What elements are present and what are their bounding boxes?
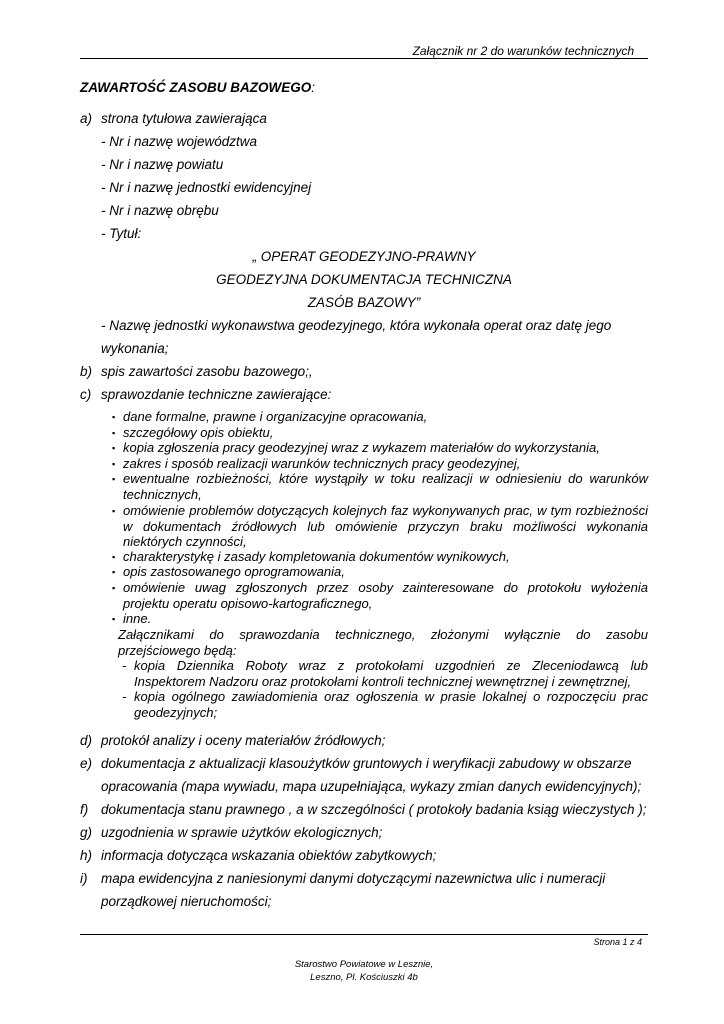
item-c-marker: c)	[80, 387, 92, 402]
report-bullet: ▪ omówienie uwag zgłoszonych przez osoby zainteresowane do protokołu wyłożenia projektu operatu opisowo-kartograficznego,	[112, 580, 648, 611]
square-bullet-icon: ▪	[112, 552, 116, 562]
attachment-item: - kopia Dziennika Roboty wraz z protokołami uzgodnień ze Zleceniodawcą lub Inspektorem Nadzoru oraz protokołami kontroli technicznej wewnętrznej i zewnętrznej,	[122, 658, 648, 689]
item-a-sub: - Nr i nazwę obrębu	[101, 203, 219, 218]
document-title: ZAWARTOŚĆ ZASOBU BAZOWEGO:	[80, 80, 316, 95]
item-e-marker: e)	[80, 756, 93, 771]
report-bullet: ▪ kopia zgłoszenia pracy geodezyjnej wraz z wykazem materiałów do wykorzystania,	[112, 440, 600, 455]
contractor-line: wykonania;	[101, 341, 169, 356]
report-bullet: ▪ opis zastosowanego oprogramowania,	[112, 564, 345, 579]
attachment-item: - kopia ogólnego zawiadomienia oraz ogłoszenia w prasie lokalnej o rozpoczęciu prac geodezyjnych;	[122, 689, 648, 720]
footer-rule	[80, 934, 648, 935]
header-rule	[80, 58, 648, 59]
report-bullet: ▪ omówienie problemów dotyczących kolejnych faz wykonywanych prac, w tym rozbieżności w dokumentach źródłowych lub omówienie przyczyn braku możliwości wykonania niektórych czynności,	[112, 503, 648, 549]
report-bullet: ▪ dane formalne, prawne i organizacyjne opracowania,	[112, 409, 428, 424]
item-a-sub: - Nr i nazwę powiatu	[101, 157, 224, 172]
square-bullet-icon: ▪	[112, 428, 116, 438]
item-c-text: sprawozdanie techniczne zawierające:	[101, 387, 332, 402]
item-i-marker: i)	[80, 871, 88, 886]
item-e-text: opracowania (mapa wywiadu, mapa uzupełniająca, wykazy zmian danych ewidencyjnych);	[101, 779, 642, 794]
operat-title-line: „ OPERAT GEODEZYJNO-PRAWNY	[252, 249, 476, 264]
square-bullet-icon: ▪	[112, 443, 116, 453]
square-bullet-icon: ▪	[112, 412, 116, 422]
footer-address: Leszno, Pl. Kościuszki 4b	[310, 972, 418, 983]
item-b-marker: b)	[80, 364, 93, 379]
contractor-line: - Nazwę jednostki wykonawstwa geodezyjnego, która wykonała operat oraz datę jego	[101, 318, 612, 333]
item-a-sub: - Nr i nazwę jednostki ewidencyjnej	[101, 180, 312, 195]
annex-header: Załącznik nr 2 do warunków technicznych	[412, 44, 634, 58]
square-bullet-icon: ▪	[112, 567, 116, 577]
item-e-text: dokumentacja z aktualizacji klasoużytków gruntowych i weryfikacji zabudowy w obszarze	[101, 756, 632, 771]
item-i-text: porządkowej nieruchomości;	[101, 894, 272, 909]
square-bullet-icon: ▪	[112, 614, 116, 624]
attachments-intro: Załącznikami do sprawozdania technicznego, złożonymi wyłącznie do zasobu przejściowego będą:	[118, 627, 648, 658]
item-d-marker: d)	[80, 733, 93, 748]
item-a-marker: a)	[80, 111, 93, 126]
item-g-text: uzgodnienia w sprawie użytków ekologicznych;	[101, 825, 383, 840]
item-i-text: mapa ewidencyjna z naniesionymi danymi dotyczącymi nazewnictwa ulic i numeracji	[101, 871, 606, 886]
item-h-marker: h)	[80, 848, 93, 863]
page-number: Strona 1 z 4	[593, 937, 642, 947]
report-bullet: ▪ inne.	[112, 611, 152, 626]
report-bullet: ▪ ewentualne rozbieżności, które wystąpiły w toku realizacji w odniesieniu do warunków technicznych,	[112, 471, 648, 502]
square-bullet-icon: ▪	[112, 459, 116, 469]
item-f-text: dokumentacja stanu prawnego , a w szczególności ( protokoły badania ksiąg wieczystych );	[101, 802, 647, 817]
item-g-marker: g)	[80, 825, 93, 840]
report-bullet: ▪ charakterystykę i zasady kompletowania dokumentów wynikowych,	[112, 549, 510, 564]
item-h-text: informacja dotycząca wskazania obiektów zabytkowych;	[101, 848, 437, 863]
item-a-sub: - Tytuł:	[101, 226, 142, 241]
footer-office: Starostwo Powiatowe w Lesznie,	[294, 959, 434, 970]
operat-title-line: GEODEZYJNA DOKUMENTACJA TECHNICZNA	[216, 272, 512, 287]
report-bullet: ▪ szczegółowy opis obiektu,	[112, 425, 274, 440]
item-b-text: spis zawartości zasobu bazowego;,	[101, 364, 313, 379]
item-f-marker: f)	[80, 802, 89, 817]
item-d-text: protokół analizy i oceny materiałów źródłowych;	[101, 733, 386, 748]
item-a-text: strona tytułowa zawierająca	[101, 111, 267, 126]
report-bullet: ▪ zakres i sposób realizacji warunków technicznych pracy geodezyjnej,	[112, 456, 521, 471]
square-bullet-icon: ▪	[112, 583, 116, 593]
square-bullet-icon: ▪	[112, 506, 116, 516]
square-bullet-icon: ▪	[112, 474, 116, 484]
item-a-sub: - Nr i nazwę województwa	[101, 134, 258, 149]
operat-title-line: ZASÓB BAZOWY”	[307, 295, 421, 310]
